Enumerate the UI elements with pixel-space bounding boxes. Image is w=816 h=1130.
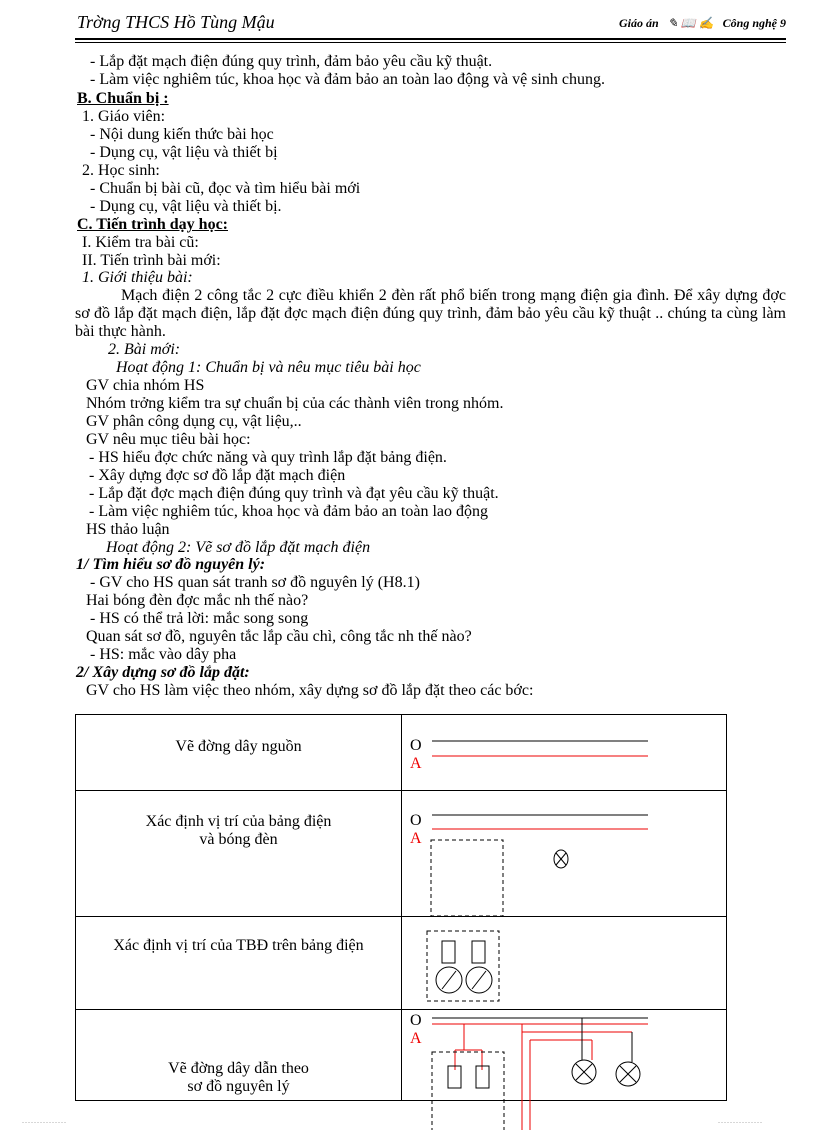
header-rule-thin <box>75 42 786 43</box>
neutral-label: O <box>410 812 422 829</box>
header-rule <box>75 38 786 40</box>
step-text: và bóng đèn <box>199 831 278 848</box>
student-heading: 2. Học sinh: <box>82 162 160 179</box>
table-row <box>76 715 727 791</box>
step-line: - HS: mắc vào dây pha <box>90 646 237 663</box>
step-text: Vẽ đờng dây nguồn <box>175 738 302 755</box>
step-line: - HS có thể trả lời: mắc song song <box>90 610 309 627</box>
section-b-title: B. Chuẩn bị : <box>77 90 169 107</box>
step-1-heading: 1/ Tìm hiểu sơ đồ nguyên lý: <box>76 556 266 573</box>
activity-line: GV nêu mục tiêu bài học: <box>86 431 251 448</box>
lamp-icon <box>554 850 568 868</box>
activity-line: HS thảo luận <box>86 521 170 538</box>
diagram-cell <box>402 791 727 917</box>
panel-board <box>431 840 503 916</box>
activity-2-heading: Hoạt động 2: Vẽ sơ đồ lắp đặt mạch điện <box>106 539 371 556</box>
intro-paragraph: Mạch điện 2 công tắc 2 cực điều khiển 2 đèn rất phổ biến trong mạng điện gia đình. Để xây dựng đợc sơ đồ lắp đặt mạch điện, lắp đặt đợc mạch điện đúng quy trình, đảm bảo yêu cầu kỹ thuật .. chúng ta cùng làm bài thực hành. <box>75 287 786 340</box>
step-cell <box>76 1010 402 1101</box>
list-item: - Chuẩn bị bài cũ, đọc và tìm hiểu bài mới <box>90 180 361 197</box>
school-name: Trờng THCS Hồ Tùng Mậu <box>77 12 275 32</box>
diagram-cell <box>402 1010 727 1101</box>
board-lamp-diagram <box>402 791 727 916</box>
footer-dots: ............... <box>718 1116 763 1125</box>
step-text: Vẽ đờng dây dẫn theo <box>168 1060 309 1077</box>
step-cell <box>76 791 402 917</box>
wiring-steps-table <box>75 714 727 1101</box>
intro-heading: 1. Giới thiệu bài: <box>82 269 193 286</box>
header-right <box>619 16 786 31</box>
step-line: Quan sát sơ đồ, nguyên tắc lắp cầu chì, công tắc nh thế nào? <box>86 628 472 645</box>
step-line: - GV cho HS quan sát tranh sơ đồ nguyên lý (H8.1) <box>90 574 420 591</box>
subheading: II. Tiến trình bài mới: <box>82 252 221 269</box>
subheading: I. Kiểm tra bài cũ: <box>82 234 199 251</box>
switch-icon <box>466 967 492 993</box>
phase-label: A <box>410 1030 422 1047</box>
lamp-icon <box>572 1060 596 1084</box>
table-row <box>76 1010 727 1101</box>
doc-label: Giáo án <box>619 16 659 30</box>
step-cell <box>76 715 402 791</box>
diagram-cell <box>402 917 727 1010</box>
step-text: sơ đồ nguyên lý <box>187 1078 290 1095</box>
step-2-heading: 2/ Xây dựng sơ đồ lắp đặt: <box>76 664 250 681</box>
step-text: Xác định vị trí của bảng điện <box>145 813 332 830</box>
subject-name: Công nghệ 9 <box>722 16 786 30</box>
activity-line: GV phân công dụng cụ, vật liệu,.. <box>86 413 302 430</box>
book-pen-icon: ✎ 📖 ✍ <box>667 16 714 30</box>
list-item: - Dụng cụ, vật liệu và thiết bị. <box>90 198 282 215</box>
diagram-cell <box>402 715 727 791</box>
footer-dots: ............... <box>22 1116 67 1125</box>
step-text: Xác định vị trí của TBĐ trên bảng điện <box>113 937 364 954</box>
neutral-label: O <box>410 1012 422 1029</box>
activity-1-heading: Hoạt động 1: Chuẩn bị và nêu mục tiêu bài học <box>116 359 421 376</box>
activity-line: - Làm việc nghiêm túc, khoa học và đảm bảo an toàn lao động <box>89 503 488 520</box>
fuse-icon <box>472 941 485 963</box>
switch-icon <box>436 967 462 993</box>
source-lines-diagram <box>402 715 727 790</box>
list-item: - Dụng cụ, vật liệu và thiết bị <box>90 144 278 161</box>
list-item: - Nội dung kiến thức bài học <box>90 126 274 143</box>
step-cell <box>76 917 402 1010</box>
activity-line: - Lắp đặt đợc mạch điện đúng quy trình và đạt yêu cầu kỹ thuật. <box>89 485 499 502</box>
panel-board <box>427 931 499 1001</box>
board-devices-diagram <box>402 917 727 1009</box>
step-line: GV cho HS làm việc theo nhóm, xây dựng sơ đồ lắp đặt theo các bớc: <box>86 682 534 699</box>
objective-line: - Lắp đặt mạch điện đúng quy trình, đảm bảo yêu cầu kỹ thuật. <box>90 53 493 70</box>
lamp-icon <box>616 1062 640 1086</box>
new-lesson-heading: 2. Bài mới: <box>108 341 181 358</box>
activity-line: - Xây dựng đợc sơ đồ lắp đặt mạch điện <box>89 467 346 484</box>
wiring-diagram <box>402 1010 727 1130</box>
activity-line: Nhóm trởng kiểm tra sự chuẩn bị của các thành viên trong nhóm. <box>86 395 504 412</box>
teacher-heading: 1. Giáo viên: <box>82 108 166 125</box>
activity-line: - HS hiểu đợc chức năng và quy trình lắp đặt bảng điện. <box>89 449 447 466</box>
activity-line: GV chia nhóm HS <box>86 377 205 394</box>
phase-label: A <box>410 755 422 772</box>
section-c-title: C. Tiến trình dạy học: <box>77 216 228 233</box>
phase-label: A <box>410 830 422 847</box>
objective-line: - Làm việc nghiêm túc, khoa học và đảm bảo an toàn lao động và vệ sinh chung. <box>90 71 605 88</box>
page-header <box>75 10 786 38</box>
panel-board <box>432 1052 504 1130</box>
fuse-icon <box>442 941 455 963</box>
step-line: Hai bóng đèn đợc mắc nh thế nào? <box>86 592 309 609</box>
table-row <box>76 917 727 1010</box>
table-row <box>76 791 727 917</box>
neutral-label: O <box>410 737 422 754</box>
